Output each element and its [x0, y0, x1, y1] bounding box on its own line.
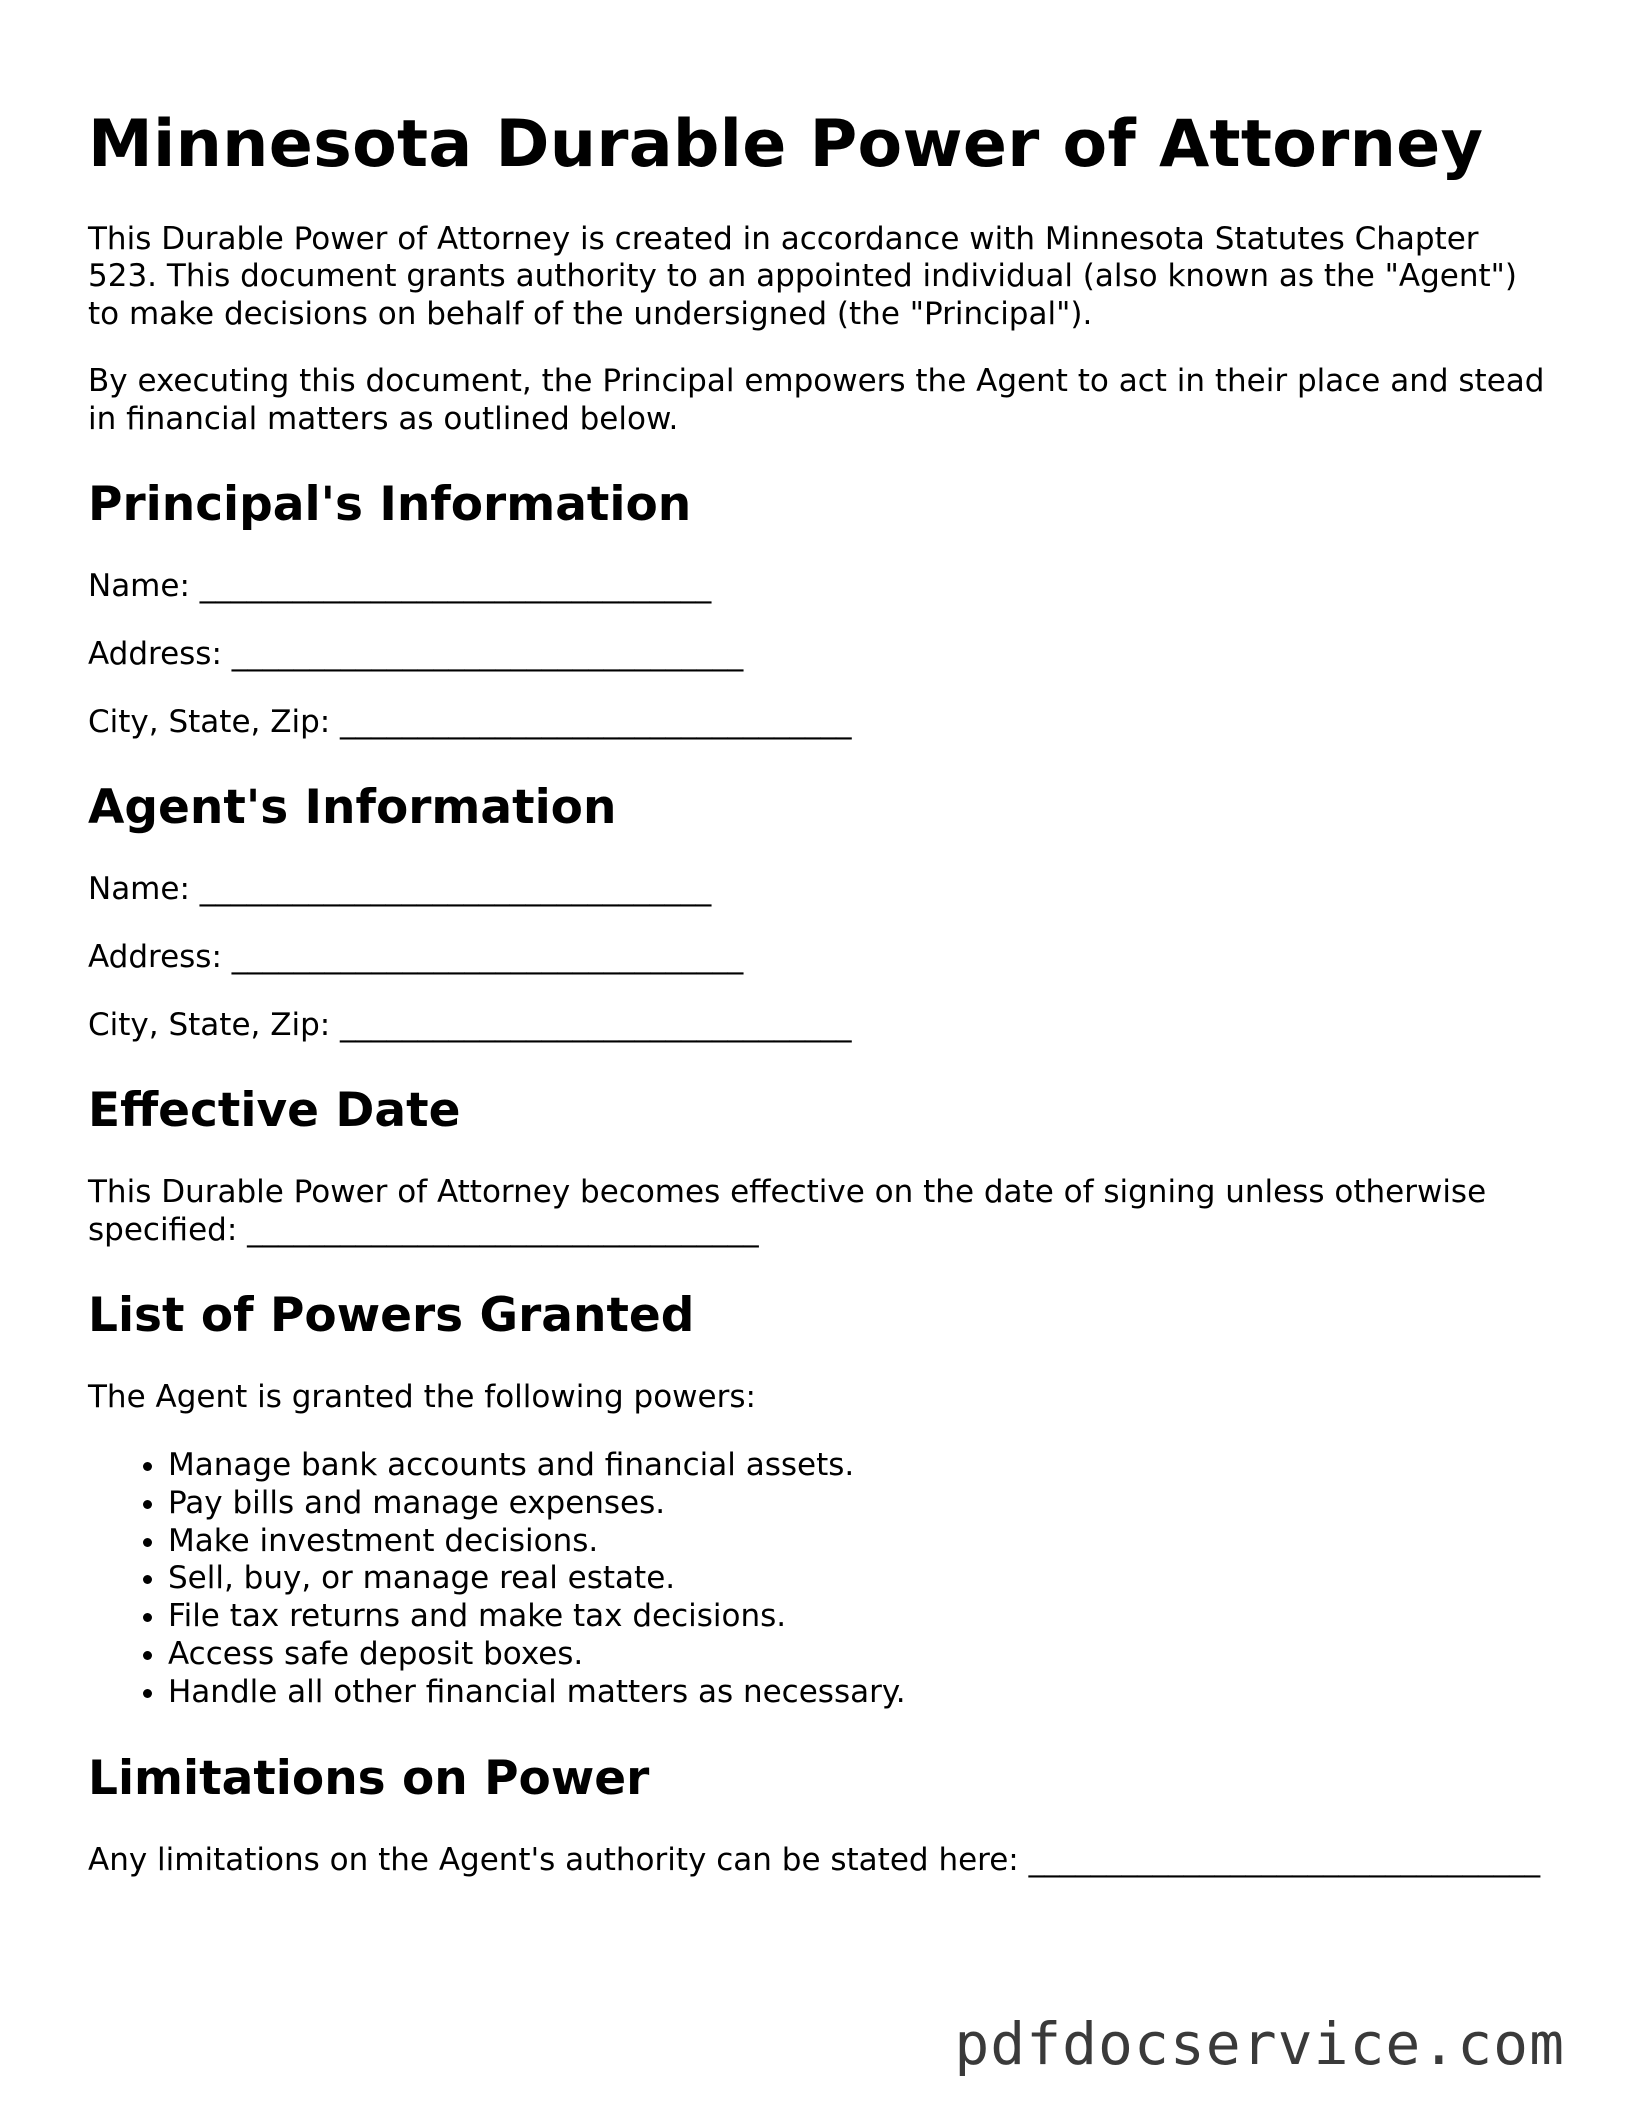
principal-city-field[interactable]: City, State, Zip: _________________________________ — [88, 704, 852, 741]
agent-heading: Agent's Information — [88, 780, 617, 836]
agent-name-field[interactable]: Name: _________________________________ — [88, 871, 712, 908]
agent-address-field[interactable]: Address: _________________________________ — [88, 939, 744, 976]
power-item: • Manage bank accounts and financial assets. — [168, 1447, 1548, 1485]
powers-intro: The Agent is granted the following powers: — [88, 1379, 756, 1416]
powers-list — [88, 1447, 1548, 1712]
power-item: • Pay bills and manage expenses. — [168, 1485, 1548, 1523]
power-item: • Make investment decisions. — [168, 1523, 1548, 1561]
intro-paragraph-2: By executing this document, the Principal empowers the Agent to act in their place and stead in financial matters as outlined below. — [88, 363, 1545, 437]
powers-heading: List of Powers Granted — [88, 1288, 695, 1344]
power-item: • Handle all other financial matters as necessary. — [168, 1674, 1548, 1712]
agent-city-field[interactable]: City, State, Zip: _________________________________ — [88, 1007, 852, 1044]
principal-address-field[interactable]: Address: _________________________________ — [88, 636, 744, 673]
limitations-heading: Limitations on Power — [88, 1750, 650, 1806]
principal-heading: Principal's Information — [88, 477, 692, 533]
power-item: • File tax returns and make tax decisions. — [168, 1598, 1548, 1636]
intro-paragraph-1: This Durable Power of Attorney is created in accordance with Minnesota Statutes Chapter 523. This document grants authority to an appointed individual (also known as the "Agent") to make decisions on behalf of the undersigned (the "Principal"). — [88, 220, 1517, 332]
power-item: • Access safe deposit boxes. — [168, 1636, 1548, 1674]
effective-date-text[interactable]: This Durable Power of Attorney becomes effective on the date of signing unless otherwise specified: _________________________________ — [88, 1174, 1487, 1248]
document-page — [88, 108, 1548, 1909]
document-title: Minnesota Durable Power of Attorney — [88, 107, 1484, 182]
limitations-text[interactable]: Any limitations on the Agent's authority can be stated here: _________________________________ — [88, 1841, 1541, 1878]
watermark: pdfdocservice.com — [954, 2010, 1565, 2078]
principal-name-field[interactable]: Name: _________________________________ — [88, 568, 712, 605]
effective-date-heading: Effective Date — [88, 1083, 461, 1139]
power-item: • Sell, buy, or manage real estate. — [168, 1560, 1548, 1598]
